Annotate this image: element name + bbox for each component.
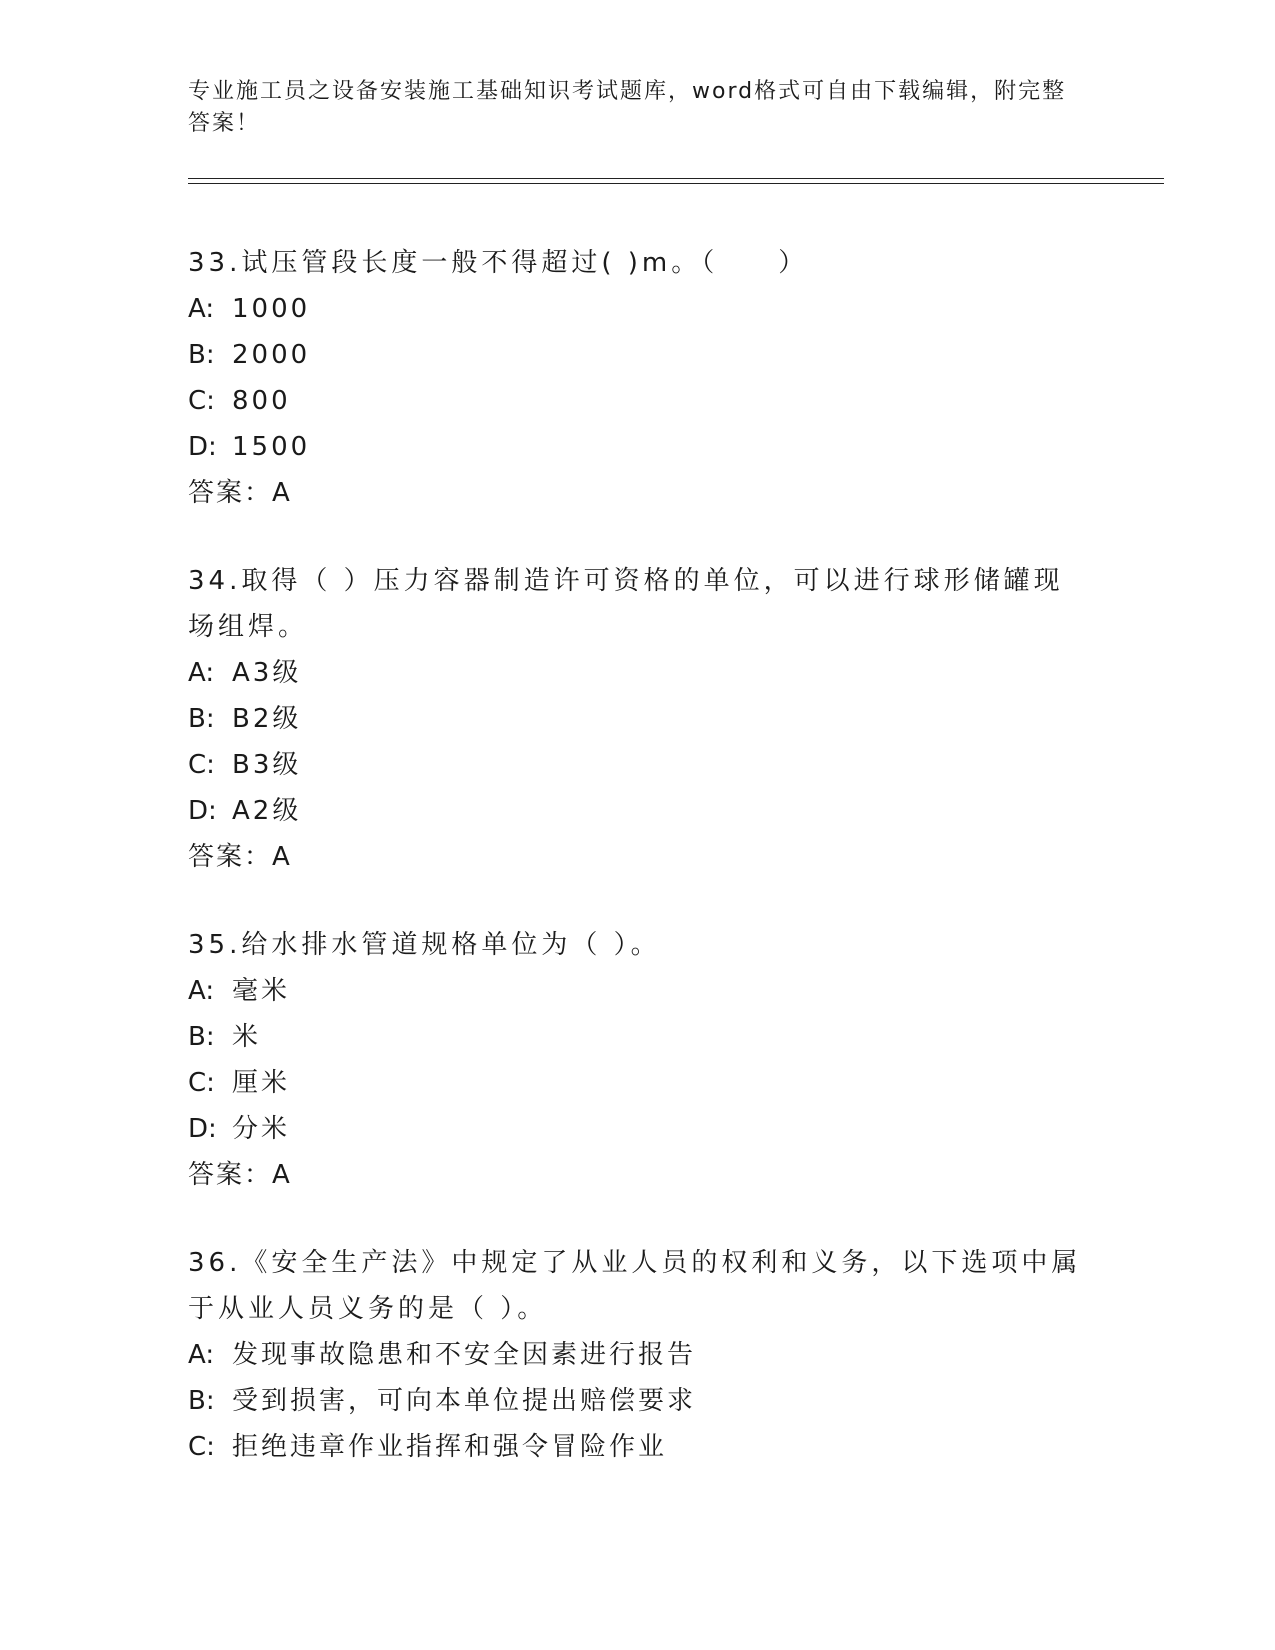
answer-line xyxy=(188,470,1088,516)
option-text: 拒绝违章作业指挥和强令冒险作业 xyxy=(232,1432,668,1462)
question-34 xyxy=(188,558,1088,880)
option-label: D: xyxy=(188,432,217,462)
answer-value: A xyxy=(272,478,292,508)
option-d xyxy=(188,788,1088,834)
question-stem: 33.试压管段长度一般不得超过( )m。（ ） xyxy=(188,248,809,278)
option-label: B: xyxy=(188,1386,215,1416)
option-label: B: xyxy=(188,1022,215,1052)
option-d xyxy=(188,424,1088,470)
option-label: A: xyxy=(188,1340,215,1370)
question-36 xyxy=(188,1240,1088,1470)
option-a xyxy=(188,650,1088,696)
option-c xyxy=(188,1060,1088,1106)
answer-label: 答案： xyxy=(188,478,273,508)
option-text: A3级 xyxy=(232,658,302,688)
option-label: A: xyxy=(188,294,215,324)
answer-line xyxy=(188,1152,1088,1198)
option-text: 毫米 xyxy=(232,976,291,1006)
option-c xyxy=(188,742,1088,788)
option-b xyxy=(188,696,1088,742)
question-stem: 34.取得（ ）压力容器制造许可资格的单位，可以进行球形储罐现场组焊。 xyxy=(188,566,1064,642)
option-label: C: xyxy=(188,1432,215,1462)
question-33 xyxy=(188,240,1088,516)
option-a xyxy=(188,968,1088,1014)
option-b xyxy=(188,1014,1088,1060)
answer-label: 答案： xyxy=(188,1160,273,1190)
option-a xyxy=(188,286,1088,332)
question-stem: 35.给水排水管道规格单位为（ ）。 xyxy=(188,930,661,960)
option-text: 1500 xyxy=(232,432,311,462)
header-divider-top xyxy=(188,178,1164,179)
option-label: C: xyxy=(188,750,215,780)
option-text: 分米 xyxy=(232,1114,291,1144)
option-d xyxy=(188,1106,1088,1152)
answer-value: A xyxy=(272,1160,292,1190)
header-divider-bottom xyxy=(188,183,1164,184)
option-label: D: xyxy=(188,796,217,826)
option-label: B: xyxy=(188,704,215,734)
option-text: 厘米 xyxy=(232,1068,291,1098)
option-text: 1000 xyxy=(232,294,311,324)
option-text: 800 xyxy=(232,386,291,416)
question-stem: 36.《安全生产法》中规定了从业人员的权利和义务，以下选项中属于从业人员义务的是（ ）。 xyxy=(188,1248,1082,1324)
document-header: 专业施工员之设备安装施工基础知识考试题库，word格式可自由下载编辑，附完整答案！ xyxy=(188,79,1067,136)
option-text: B3级 xyxy=(232,750,302,780)
option-text: 受到损害，可向本单位提出赔偿要求 xyxy=(232,1386,697,1416)
question-list xyxy=(188,240,1088,1512)
option-text: 2000 xyxy=(232,340,311,370)
answer-label: 答案： xyxy=(188,842,273,872)
option-label: A: xyxy=(188,658,215,688)
option-label: C: xyxy=(188,386,215,416)
answer-line xyxy=(188,834,1088,880)
answer-value: A xyxy=(272,842,292,872)
option-c xyxy=(188,378,1088,424)
option-text: B2级 xyxy=(232,704,302,734)
question-35 xyxy=(188,922,1088,1198)
option-text: A2级 xyxy=(232,796,302,826)
option-text: 米 xyxy=(232,1022,262,1052)
option-label: A: xyxy=(188,976,215,1006)
option-label: B: xyxy=(188,340,215,370)
option-label: C: xyxy=(188,1068,215,1098)
option-b xyxy=(188,1378,1088,1424)
option-a xyxy=(188,1332,1088,1378)
option-c xyxy=(188,1424,1088,1470)
option-label: D: xyxy=(188,1114,217,1144)
option-text: 发现事故隐患和不安全因素进行报告 xyxy=(232,1340,697,1370)
option-b xyxy=(188,332,1088,378)
